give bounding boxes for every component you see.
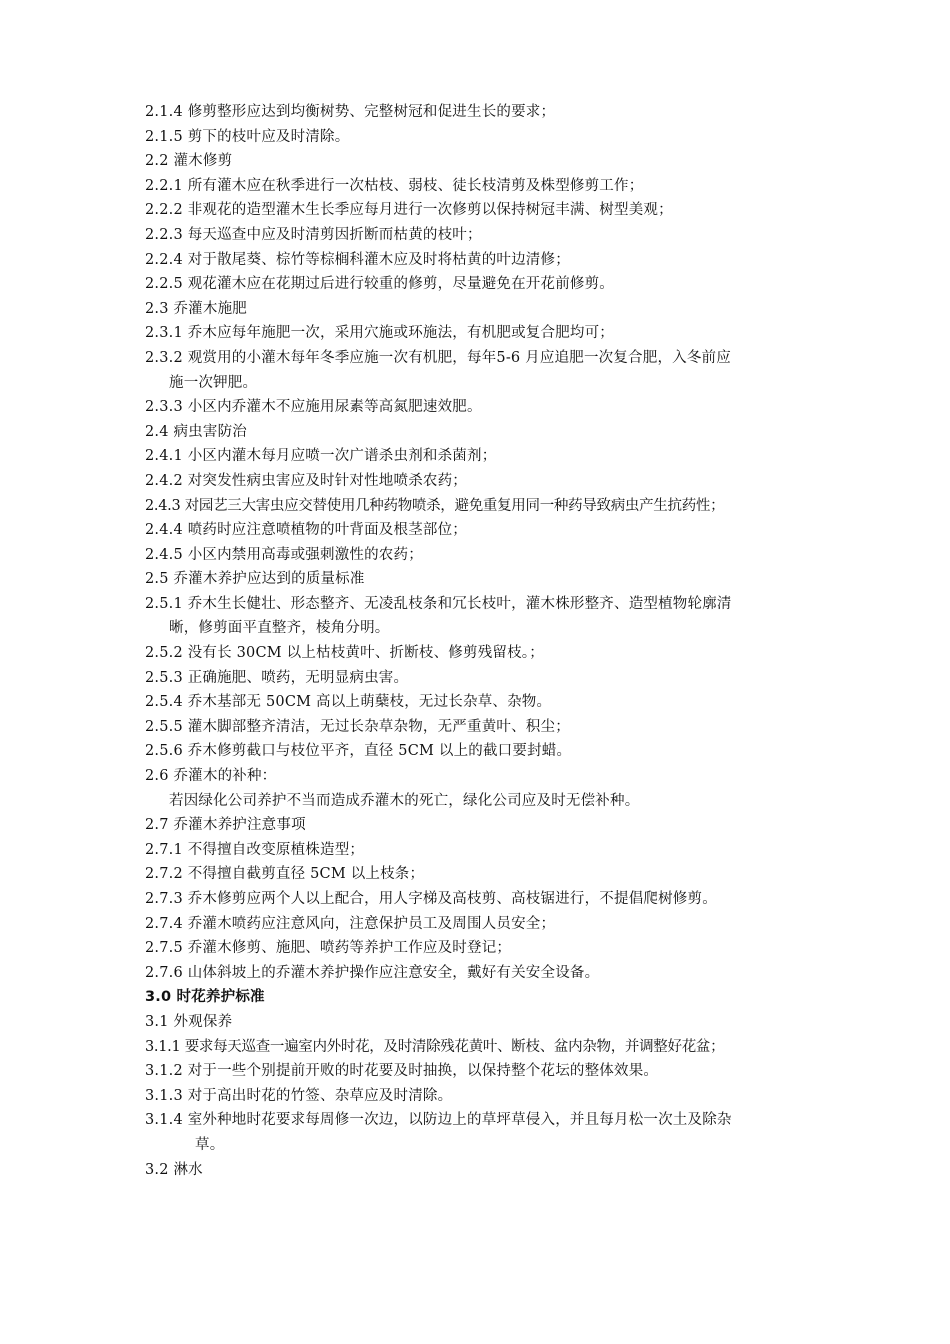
text-line: 2.2.5 观花灌木应在花期过后进行较重的修剪，尽量避免在开花前修剪。 bbox=[145, 276, 615, 293]
text-line: 3.1.1 要求每天巡查一遍室内外时花，及时清除残花黄叶、断枝、盆内杂物，并调整好花盆； bbox=[145, 1038, 725, 1055]
text-line: 2.4.1 小区内灌木每月应喷一次广谱杀虫剂和杀菌剂； bbox=[145, 448, 497, 465]
text-line: 3.1.2 对于一些个别提前开败的时花要及时抽换，以保持整个花坛的整体效果。 bbox=[145, 1063, 659, 1080]
text-line: 2.2.1 所有灌木应在秋季进行一次枯枝、弱枝、徒长枝清剪及株型修剪工作； bbox=[145, 177, 644, 194]
text-line: 2.5.6 乔木修剪截口与枝位平齐，直径 5CM 以上的截口要封蜡。 bbox=[145, 743, 572, 760]
text-line: 若因绿化公司养护不当而造成乔灌木的死亡，绿化公司应及时无偿补种。 bbox=[169, 792, 640, 809]
section-heading: 2.3 乔灌木施肥 bbox=[145, 300, 247, 317]
text-line-continuation: 施一次钾肥。 bbox=[169, 374, 258, 391]
document-body bbox=[145, 100, 835, 1182]
text-line: 2.7.6 山体斜坡上的乔灌木养护操作应注意安全，戴好有关安全设备。 bbox=[145, 964, 600, 981]
section-heading: 3.1 外观保养 bbox=[145, 1013, 233, 1030]
text-line: 2.5.3 正确施肥、喷药，无明显病虫害。 bbox=[145, 669, 409, 686]
text-line: 2.4.4 喷药时应注意喷植物的叶背面及根茎部位； bbox=[145, 522, 468, 539]
text-line: 2.2.4 对于散尾葵、棕竹等棕榈科灌木应及时将枯黄的叶边清修； bbox=[145, 251, 570, 268]
text-line: 2.3.2 观赏用的小灌木每年冬季应施一次有机肥，每年5-6 月应追肥一次复合肥，入冬前应 bbox=[145, 349, 731, 366]
text-line: 2.4.2 对突发性病虫害应及时针对性地喷杀农药； bbox=[145, 472, 468, 489]
text-line: 2.4.3 对园艺三大害虫应交替使用几种药物喷杀，避免重复用同一种药导致病虫产生抗药性； bbox=[145, 497, 725, 514]
section-heading: 2.7 乔灌木养护注意事项 bbox=[145, 817, 306, 834]
text-line: 2.5.2 没有长 30CM 以上枯枝黄叶、折断枝、修剪残留枝。； bbox=[145, 645, 544, 662]
section-heading: 2.5 乔灌木养护应达到的质量标准 bbox=[145, 571, 365, 588]
text-line: 2.7.5 乔灌木修剪、施肥、喷药等养护工作应及时登记； bbox=[145, 940, 512, 957]
text-line: 2.3.1 乔木应每年施肥一次，采用穴施或环施法，有机肥或复合肥均可； bbox=[145, 325, 615, 342]
text-line: 2.2.2 非观花的造型灌木生长季应每月进行一次修剪以保持树冠丰满、树型美观； bbox=[145, 202, 673, 219]
text-line: 2.5.1 乔木生长健壮、形态整齐、无凌乱枝条和冗长枝叶，灌木株形整齐、造型植物轮廓清 bbox=[145, 595, 732, 612]
section-heading: 3.2 淋水 bbox=[145, 1161, 203, 1178]
text-line: 2.1.5 剪下的枝叶应及时清除。 bbox=[145, 128, 350, 145]
section-heading: 2.2 灌木修剪 bbox=[145, 153, 233, 170]
text-line: 2.3.3 小区内乔灌木不应施用尿素等高氮肥速效肥。 bbox=[145, 399, 482, 416]
text-line: 2.7.4 乔灌木喷药应注意风向，注意保护员工及周围人员安全； bbox=[145, 915, 556, 932]
text-line: 2.7.3 乔木修剪应两个人以上配合，用人字梯及高枝剪、高枝锯进行，不提倡爬树修剪。 bbox=[145, 891, 717, 907]
section-heading: 2.4 病虫害防治 bbox=[145, 423, 247, 440]
text-line: 2.2.3 每天巡查中应及时清剪因折断而枯黄的枝叶； bbox=[145, 226, 482, 243]
section-heading: 2.6 乔灌木的补种： bbox=[145, 768, 277, 785]
text-line: 2.1.4 修剪整形应达到均衡树势、完整树冠和促进生长的要求； bbox=[145, 104, 556, 120]
text-line-continuation: 晰，修剪面平直整齐，棱角分明。 bbox=[169, 620, 390, 637]
text-line: 2.5.4 乔木基部无 50CM 高以上萌蘖枝，无过长杂草、杂物。 bbox=[145, 694, 552, 711]
text-line-continuation: 草。 bbox=[195, 1136, 225, 1153]
text-line: 2.5.5 灌木脚部整齐清洁，无过长杂草杂物，无严重黄叶、积尘； bbox=[145, 718, 570, 735]
text-line: 3.1.3 对于高出时花的竹签、杂草应及时清除。 bbox=[145, 1087, 453, 1104]
text-line: 2.7.1 不得擅自改变原植株造型； bbox=[145, 841, 365, 858]
text-line: 2.4.5 小区内禁用高毒或强刺激性的农药； bbox=[145, 546, 423, 563]
chapter-heading: 3.0 时花养护标准 bbox=[145, 989, 265, 1006]
text-line: 2.7.2 不得擅自截剪直径 5CM 以上枝条； bbox=[145, 866, 425, 883]
text-line: 3.1.4 室外种地时花要求每周修一次边，以防边上的草坪草侵入，并且每月松一次土及除杂 bbox=[145, 1112, 732, 1129]
